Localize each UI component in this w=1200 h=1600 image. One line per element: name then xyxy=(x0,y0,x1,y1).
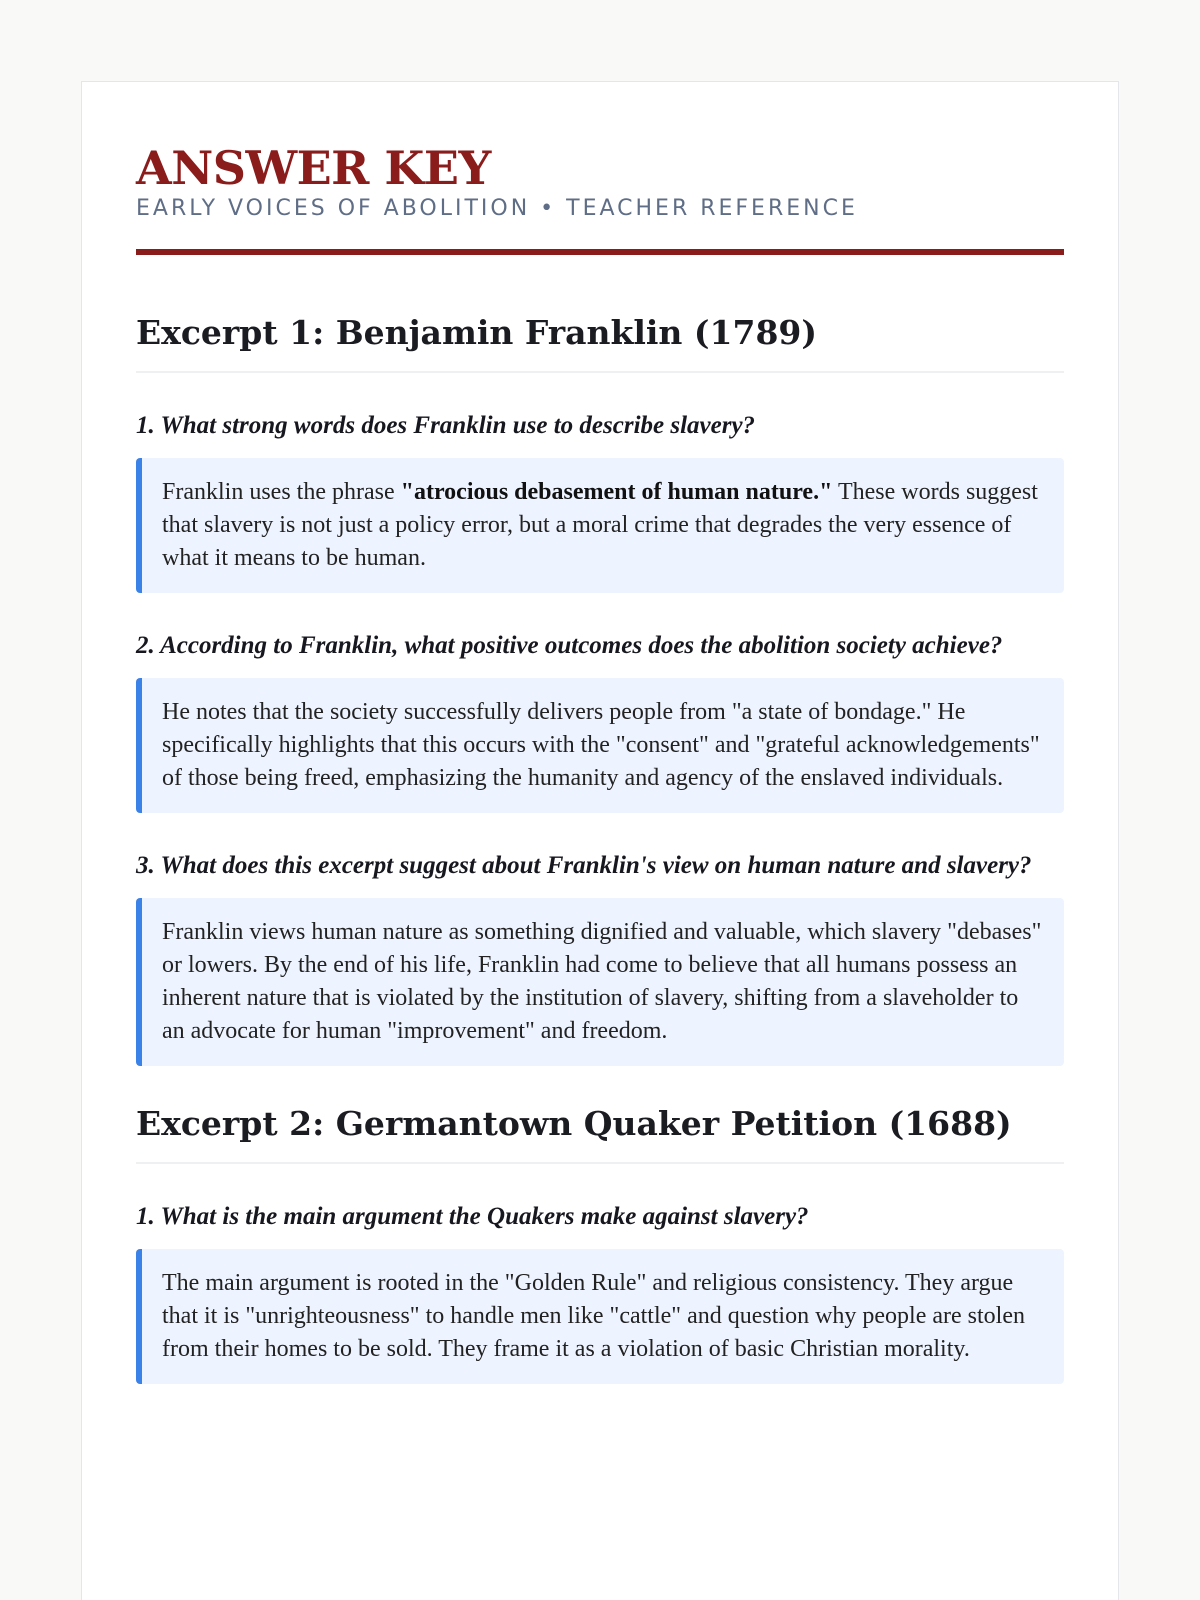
answer-box: He notes that the society successfully delivers people from "a state of bondage." He specifically highlights that this occurs with the "consent" and "grateful acknowledgements" of those being freed, emphasizing the humanity and agency of the enslaved individuals. xyxy=(136,678,1064,813)
question: 2. According to Franklin, what positive outcomes does the abolition society achieve? xyxy=(136,632,1003,659)
page-title: ANSWER KEY xyxy=(136,141,491,195)
answer-highlight: "atrocious debasement of human nature." xyxy=(400,479,833,505)
answer-key-sheet xyxy=(81,81,1119,1600)
excerpt-1-section xyxy=(136,311,1064,1066)
excerpt-2-section xyxy=(136,1102,1064,1384)
question: 1. What strong words does Franklin use to describe slavery? xyxy=(136,412,756,439)
answer-text: These words suggest that slavery is not just a policy error, but a moral crime that degrades the very essence of what it means to be human. xyxy=(162,479,1038,571)
answer-box: The main argument is rooted in the "Golden Rule" and religious consistency. They argue that it is "unrighteousness" to handle men like "cattle" and question why people are stolen from their homes to be sold. They frame it as a violation of basic Christian morality. xyxy=(136,1249,1064,1384)
header-divider xyxy=(136,249,1064,255)
question: 1. What is the main argument the Quakers make against slavery? xyxy=(136,1203,809,1230)
section-title: Excerpt 1: Benjamin Franklin (1789) xyxy=(136,311,1064,373)
answer-box xyxy=(136,458,1064,593)
page-subtitle: EARLY VOICES OF ABOLITION • TEACHER REFERENCE xyxy=(136,196,858,221)
section-title: Excerpt 2: Germantown Quaker Petition (1688) xyxy=(136,1102,1064,1164)
answer-box: Franklin views human nature as something dignified and valuable, which slavery "debases" or lowers. By the end of his life, Franklin had come to believe that all humans possess an inherent nature that is violated by the institution of slavery, shifting from a slaveholder to an advocate for human "improvement" and freedom. xyxy=(136,898,1064,1066)
answer-text: Franklin uses the phrase xyxy=(162,479,401,505)
question: 3. What does this excerpt suggest about Franklin's view on human nature and slavery? xyxy=(136,852,1032,879)
